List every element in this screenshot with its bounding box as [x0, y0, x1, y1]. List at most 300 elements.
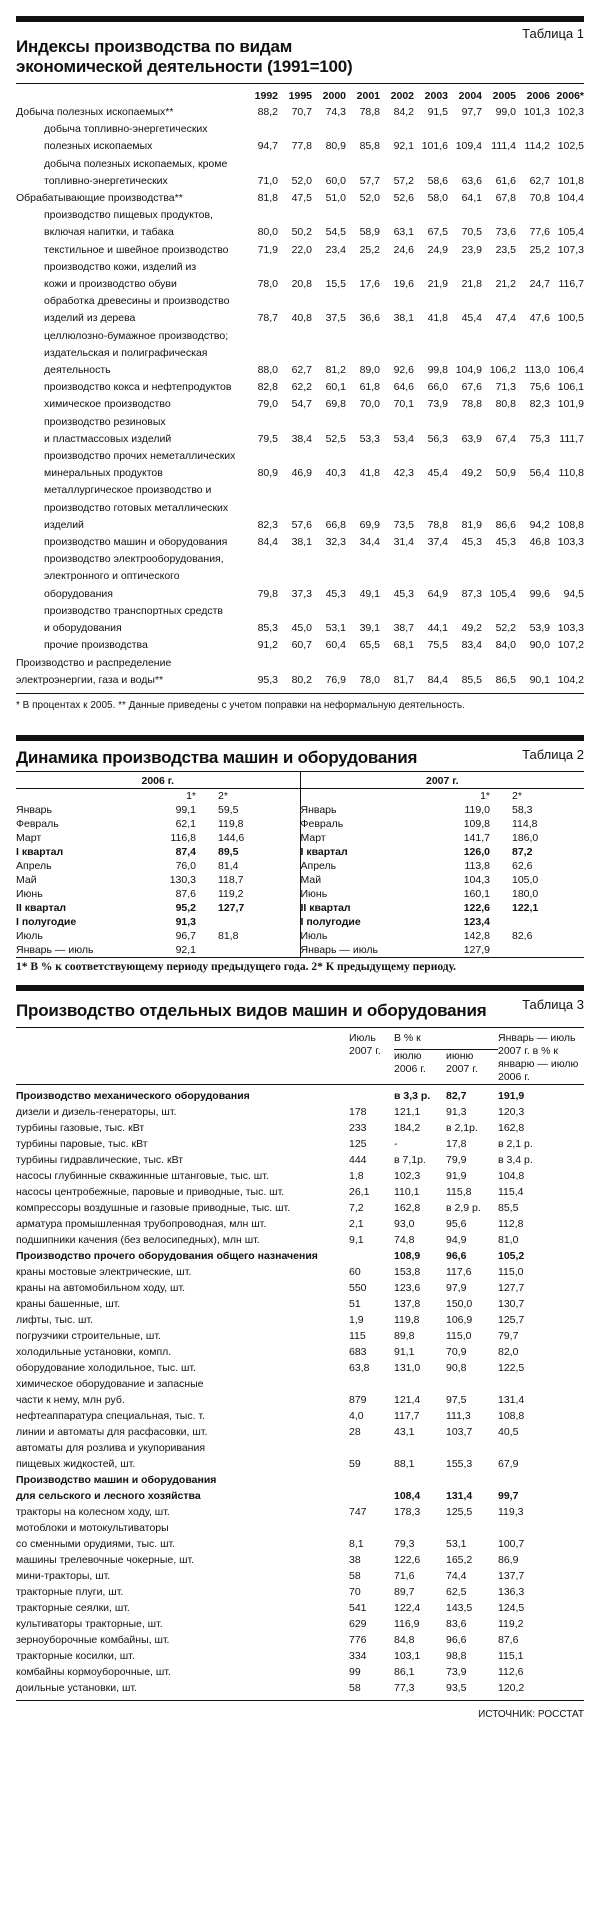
table1-cell	[346, 603, 380, 620]
table3-cell: 93,5	[446, 1681, 467, 1694]
table3-cell: 53,1	[446, 1537, 467, 1550]
table1	[16, 88, 584, 689]
table1-cell: 41,8	[359, 467, 380, 480]
table1-cell	[278, 293, 312, 310]
table2-value-2006-1: 87,6	[175, 887, 196, 900]
table2-value-2006-2: 81,4	[218, 859, 239, 872]
table1-cell: 17,6	[359, 278, 380, 291]
table3-rule	[16, 1027, 584, 1028]
table3-cell: 119,8	[394, 1313, 420, 1326]
table1-cell: 106,1	[557, 381, 584, 394]
table1-cell	[448, 121, 482, 138]
table3-label: Таблица 3	[522, 996, 584, 1012]
table1-row-label-text: Обрабатывающие производства**	[16, 192, 183, 205]
table2-period-2006: Январь	[16, 803, 52, 816]
table3-cell: 127,7	[498, 1281, 525, 1294]
table3-row-label: тракторные сеялки, шт.	[16, 1601, 130, 1614]
table1-cell: 104,4	[557, 192, 584, 205]
table3-cell: 119,3	[498, 1505, 524, 1518]
table2-row	[16, 859, 584, 873]
table1-cell: 85,3	[257, 622, 278, 635]
table1-cell: 94,7	[257, 140, 278, 153]
table1-cell: 24,9	[427, 243, 448, 256]
table1-cell	[380, 500, 414, 517]
table3-cell: 120,3	[498, 1105, 525, 1118]
table1-cell	[516, 156, 550, 173]
table3-cell: 155,3	[446, 1457, 473, 1470]
table1-cell: 83,4	[461, 639, 482, 652]
table1-cell: 37,5	[325, 312, 346, 325]
table3-cell: 73,9	[446, 1665, 467, 1678]
table3-cell: 123,6	[394, 1281, 421, 1294]
table3-cell: 93,0	[394, 1217, 415, 1230]
table1-row	[16, 414, 584, 431]
table1-cell: 75,6	[529, 381, 550, 394]
table1-top-rule	[16, 16, 584, 22]
table1-cell: 104,2	[557, 673, 584, 686]
table1-row	[16, 259, 584, 276]
table2-row	[16, 901, 584, 915]
table1-year-header: 2000	[322, 90, 346, 102]
table1-cell: 99,6	[529, 587, 550, 600]
table1-cell	[346, 448, 380, 465]
table2-value-2007-1: 123,4	[463, 915, 490, 928]
table1-row-label-text: оборудования	[44, 587, 113, 600]
table1-cell	[516, 551, 550, 568]
table1-year-header: 2001	[356, 90, 380, 102]
table1-cell	[380, 345, 414, 362]
table3-cell: 28	[349, 1425, 361, 1438]
table1-cell: 21,2	[495, 278, 516, 291]
table3-row-label: погрузчики строительные, шт.	[16, 1329, 161, 1342]
table1-cell: 68,1	[393, 639, 414, 652]
table1-cell	[414, 259, 448, 276]
table1-cell	[516, 259, 550, 276]
table3-row	[16, 1200, 584, 1216]
source-credit: ИСТОЧНИК: РОССТАТ	[478, 1708, 584, 1720]
table1-cell: 102,5	[557, 140, 584, 153]
table1-cell: 66,0	[427, 381, 448, 394]
table3-cell	[394, 1520, 446, 1536]
table3-row	[16, 1376, 584, 1392]
table1-cell: 62,2	[291, 381, 312, 394]
table2-year-2007: 2007 г.	[300, 772, 584, 789]
table1-row	[16, 138, 584, 155]
table2-value-2006-2	[206, 915, 300, 929]
table1-row-label-text: производство машин и оборудования	[44, 536, 228, 549]
table1-cell	[448, 603, 482, 620]
table1-cell	[244, 345, 278, 362]
table3-cell: 103,1	[394, 1649, 421, 1662]
table1-cell	[550, 414, 584, 431]
table1-cell: 67,6	[461, 381, 482, 394]
table1-cell	[346, 345, 380, 362]
table1-row-label-text: производство готовых металлических	[44, 501, 229, 514]
table3-cell: 120,2	[498, 1681, 525, 1694]
table1-cell	[516, 414, 550, 431]
table1-cell: 51,0	[325, 192, 346, 205]
table3-row	[16, 1248, 584, 1264]
table3-row-label: машины трелевочные чокерные, шт.	[16, 1553, 195, 1566]
table1-row-label	[16, 276, 244, 293]
table3-cell: 102,3	[394, 1169, 421, 1182]
table1-row	[16, 379, 584, 396]
table3-cell: 541	[349, 1601, 367, 1614]
table1-cell	[244, 414, 278, 431]
table3-cell	[349, 1520, 394, 1536]
table1-cell	[244, 500, 278, 517]
table1-cell: 78,8	[427, 518, 448, 531]
table1-cell	[244, 328, 278, 345]
table1-row-label-text: кожи и производство обуви	[44, 278, 177, 291]
table1-cell: 64,1	[461, 192, 482, 205]
table1-row-label-text: добыча полезных ископаемых, кроме	[44, 157, 228, 170]
table1-cell: 52,0	[359, 192, 380, 205]
table3-cell: 103,7	[446, 1425, 473, 1438]
table1-cell: 111,4	[491, 140, 516, 153]
table3-row-label: автоматы для розлива и укупоривания	[16, 1441, 206, 1454]
table3-row-label: насосы глубинные скважинные штанговые, тыс. шт.	[16, 1169, 269, 1182]
table3-cell: 95,6	[446, 1217, 467, 1230]
table3-row	[16, 1680, 584, 1696]
table3-cell: 58	[349, 1569, 361, 1582]
table3-cell: 122,6	[394, 1553, 421, 1566]
table3-cell: -	[394, 1137, 398, 1150]
table1-cell	[312, 448, 346, 465]
table1-cell: 80,9	[257, 467, 278, 480]
table1-cell: 53,1	[325, 622, 346, 635]
table1-row-label-text: включая напитки, и табака	[44, 226, 174, 239]
table3-row	[16, 1568, 584, 1584]
table3-col-ytd-line: Январь — июль	[498, 1031, 576, 1044]
table2-value-2007-2	[500, 943, 584, 957]
table1-cell	[516, 293, 550, 310]
table3-cell	[349, 1488, 394, 1504]
table1-cell	[244, 293, 278, 310]
table1-cell: 63,6	[461, 174, 482, 187]
table1-row-label-text: и оборудования	[44, 622, 122, 635]
table3-row	[16, 1424, 584, 1440]
table2-period-2007: Январь	[300, 803, 448, 817]
table2-period-2007: Июль	[300, 929, 448, 943]
table2-period-2006: Июль	[16, 929, 43, 942]
table1-cell	[380, 207, 414, 224]
table3-row-label: насосы центробежные, паровые и приводные, тыс. шт.	[16, 1185, 285, 1198]
table2-row	[16, 887, 584, 901]
table1-row-label	[16, 224, 244, 241]
table1-cell: 113,0	[524, 364, 550, 377]
table1-cell	[550, 259, 584, 276]
table3-cell	[498, 1472, 584, 1488]
table1-cell: 90,1	[529, 673, 550, 686]
table2-value-2006-2: 89,5	[218, 845, 239, 858]
table2-value-2007-2: 62,6	[512, 859, 533, 872]
table1-row-label	[16, 362, 244, 379]
table3-cell: 122,5	[498, 1361, 525, 1374]
table1-cell: 24,6	[393, 243, 414, 256]
table2-period-2006: II квартал	[16, 901, 67, 914]
table1-row-label-text: химическое производство	[44, 398, 171, 411]
table1-cell: 38,1	[291, 536, 312, 549]
table2-value-2007-1: 126,0	[463, 845, 490, 858]
table3-cell: 79,9	[446, 1153, 467, 1166]
table1-cell: 57,6	[291, 518, 312, 531]
table1-cell: 63,1	[393, 226, 414, 239]
table1-row	[16, 551, 584, 568]
table3-row-label: турбины гидравлические, тыс. кВт	[16, 1153, 184, 1166]
table1-cell	[448, 156, 482, 173]
table1-year-header: 2005	[492, 90, 516, 102]
table3-cell: 51	[349, 1297, 361, 1310]
table1-row-label	[16, 345, 244, 362]
table1-row	[16, 465, 584, 482]
table1-cell	[482, 156, 516, 173]
table1-cell	[312, 345, 346, 362]
table3-cell: 879	[349, 1393, 367, 1406]
table2-value-2006-1: 76,0	[175, 859, 196, 872]
table1-cell	[516, 328, 550, 345]
table1-row	[16, 500, 584, 517]
table1-cell: 46,8	[529, 536, 550, 549]
table1-row-label-text: топливно-энергетических	[44, 174, 168, 187]
table1-row	[16, 276, 584, 293]
table1-cell	[516, 121, 550, 138]
table1-cell: 19,6	[393, 278, 414, 291]
table1-cell	[414, 655, 448, 672]
table3-cell: 59	[349, 1457, 361, 1470]
table1-cell: 86,6	[495, 518, 516, 531]
table1-cell	[550, 655, 584, 672]
table3-row	[16, 1648, 584, 1664]
table1-cell	[448, 259, 482, 276]
table3-row	[16, 1664, 584, 1680]
table2-value-2007-1: 119,0	[464, 803, 490, 816]
table3-row-label: тракторные плуги, шт.	[16, 1585, 124, 1598]
table1-row-label-text: деятельность	[44, 364, 111, 377]
table1-cell: 75,3	[529, 432, 550, 445]
table3-row-label: оборудование холодильное, тыс. шт.	[16, 1361, 196, 1374]
table3-col-pct-a	[394, 1049, 446, 1084]
table2-period-2007: II квартал	[300, 901, 448, 915]
table3-col-july-line: Июль	[349, 1031, 376, 1044]
table1-cell	[414, 328, 448, 345]
table1-cell: 40,3	[325, 467, 346, 480]
table3-row-label: подшипники качения (без велосипедных), млн шт.	[16, 1233, 260, 1246]
table1-cell: 88,2	[257, 106, 278, 118]
table3-cell: 105,2	[498, 1249, 525, 1262]
table1-row-label-text: издательская и полиграфическая	[44, 346, 208, 359]
table3-cell: 121,4	[394, 1393, 421, 1406]
table3-cell: 115	[349, 1329, 366, 1342]
table3-cell: в 2,1 р.	[498, 1137, 533, 1150]
table3-row	[16, 1312, 584, 1328]
table3-cell: в 2,1р.	[446, 1121, 478, 1134]
table3-row	[16, 1472, 584, 1488]
table3-cell: 117,7	[394, 1409, 420, 1422]
table1-cell	[278, 482, 312, 499]
table3-row	[16, 1360, 584, 1376]
table1-row-label-text: изделий	[44, 518, 84, 531]
table3-cell	[349, 1376, 394, 1392]
table3-cell: 115,0	[498, 1265, 524, 1278]
table3-cell: 90,8	[446, 1361, 467, 1374]
table1-cell: 69,8	[325, 398, 346, 411]
table1-cell	[312, 259, 346, 276]
table1-cell	[312, 207, 346, 224]
table1-cell: 85,5	[461, 673, 482, 686]
table1-cell: 71,3	[495, 381, 516, 394]
table3-title: Производство отдельных видов машин и оборудования	[16, 1000, 487, 1020]
table1-row-label	[16, 672, 244, 689]
table1-cell: 104,9	[455, 364, 482, 377]
table1-row-label	[16, 121, 244, 138]
table3-cell: 86,1	[394, 1665, 415, 1678]
table3-cell: 747	[349, 1505, 367, 1518]
table3-cell: 125,7	[498, 1313, 525, 1326]
table1-cell: 78,7	[257, 312, 278, 325]
table3-cell: 108,4	[394, 1489, 421, 1502]
table1-cell: 73,9	[427, 398, 448, 411]
table1-cell	[516, 345, 550, 362]
table3-cell: 7,2	[349, 1201, 364, 1214]
table1-row-label	[16, 104, 244, 121]
table3-row-label: холодильные установки, компл.	[16, 1345, 172, 1358]
table1-cell: 76,9	[325, 673, 346, 686]
table3-row-label: компрессоры воздушные и газовые приводные, тыс. шт.	[16, 1201, 291, 1214]
table1-cell: 70,5	[461, 226, 482, 239]
table1-cell	[346, 568, 380, 585]
table1-cell: 101,3	[523, 106, 550, 118]
table1-cell: 52,0	[291, 174, 312, 187]
table3-row-label: со сменными орудиями, тыс. шт.	[16, 1537, 176, 1550]
table3-cell: 143,5	[446, 1601, 473, 1614]
table3-row-label: пищевых жидкостей, шт.	[16, 1457, 136, 1470]
table1-cell	[312, 328, 346, 345]
table1-cell: 40,8	[291, 312, 312, 325]
table3-cell: 71,6	[394, 1569, 415, 1582]
table3-cell: 83,6	[446, 1617, 467, 1630]
table1-cell: 114,2	[524, 140, 550, 153]
table1-year-header: 2002	[390, 90, 414, 102]
table1-cell: 45,4	[427, 467, 448, 480]
table3-row	[16, 1456, 584, 1472]
table1-cell: 37,3	[291, 587, 312, 600]
table2-col1-right: 1*	[480, 789, 490, 802]
table1-cell	[550, 156, 584, 173]
table3-cell: 17,8	[446, 1137, 467, 1150]
table3-cell: 137,8	[394, 1297, 421, 1310]
table2-value-2007-2: 122,1	[512, 901, 539, 914]
table3-col-pct-a-line: 2006 г.	[394, 1062, 426, 1075]
table3-col-ytd-line: январю — июлю	[498, 1057, 579, 1070]
table3-cell: 119,2	[498, 1617, 524, 1630]
table2-period-2006: Февраль	[16, 817, 59, 830]
table3-cell: 233	[349, 1121, 367, 1134]
table1-cell: 110,8	[558, 467, 584, 480]
table1-cell: 21,9	[427, 278, 448, 291]
table3-row-label: мотоблоки и мотокультиваторы	[16, 1521, 169, 1534]
table1-cell: 71,9	[257, 243, 278, 256]
table3-row-label: Производство прочего оборудования общего назначения	[16, 1249, 318, 1262]
table1-cell	[448, 345, 482, 362]
table1-cell	[550, 345, 584, 362]
table1-row	[16, 293, 584, 310]
table3-header-row	[16, 1032, 584, 1050]
table3-row-label: краны мостовые электрические, шт.	[16, 1265, 192, 1278]
table1-cell	[380, 293, 414, 310]
table1-cell: 95,3	[257, 673, 278, 686]
table3-cell: 629	[349, 1617, 367, 1630]
table3-cell: 137,7	[498, 1569, 525, 1582]
table1-cell	[414, 121, 448, 138]
table1-cell: 15,5	[325, 278, 346, 291]
table3-cell: 1,8	[349, 1169, 364, 1182]
table1-row-label	[16, 207, 244, 224]
table1-year-header: 2004	[458, 90, 482, 102]
table2-footnote: 1* В % к соответствующему периоду предыдущего года. 2* К предыдущему периоду.	[16, 960, 457, 973]
table1-title-line1: Индексы производства по видам	[16, 37, 293, 56]
table1-cell: 53,3	[359, 432, 380, 445]
table1-cell: 45,3	[495, 536, 516, 549]
table1-cell: 60,7	[291, 639, 312, 652]
table1-cell: 79,0	[257, 398, 278, 411]
table1-cell: 67,8	[495, 192, 516, 205]
table3-row-label: тракторы на колесном ходу, шт.	[16, 1505, 170, 1518]
table1-cell	[278, 345, 312, 362]
table1-cell: 107,3	[557, 243, 584, 256]
table3-row	[16, 1264, 584, 1280]
table1-cell	[278, 156, 312, 173]
table1-cell: 38,1	[393, 312, 414, 325]
table1-cell: 80,0	[257, 226, 278, 239]
table3-row	[16, 1632, 584, 1648]
table3-cell: 99,7	[498, 1489, 519, 1502]
table2-value-2006-2: 81,8	[218, 929, 239, 942]
table3-cell	[446, 1376, 498, 1392]
table1-cell: 99,0	[495, 106, 516, 118]
table3-row	[16, 1616, 584, 1632]
table1-cell: 54,7	[291, 398, 312, 411]
table1-cell: 67,5	[427, 226, 448, 239]
table3-cell: 108,8	[498, 1409, 525, 1422]
table1-cell: 82,8	[257, 381, 278, 394]
table1-cell	[278, 500, 312, 517]
table1-row	[16, 620, 584, 637]
table1-cell: 82,3	[529, 398, 550, 411]
table1-row-label	[16, 551, 244, 568]
table3-row-label: турбины газовые, тыс. кВт	[16, 1121, 145, 1134]
table3-row	[16, 1232, 584, 1248]
table2-value-2007-2: 58,3	[512, 803, 533, 816]
table1-row	[16, 207, 584, 224]
table3-cell: 130,7	[498, 1297, 525, 1310]
table1-row	[16, 603, 584, 620]
table1-cell: 81,8	[257, 192, 278, 205]
table3-row-label: турбины паровые, тыс. кВт	[16, 1137, 148, 1150]
table1-cell	[278, 551, 312, 568]
table1-year-header: 1992	[254, 90, 278, 102]
table1-cell: 90,0	[529, 639, 550, 652]
table2-value-2006-1: 96,7	[175, 929, 196, 942]
table3-row	[16, 1296, 584, 1312]
table1-cell: 92,6	[393, 364, 414, 377]
table2-row	[16, 803, 584, 817]
table1-cell: 49,1	[359, 587, 380, 600]
table3-cell: 98,8	[446, 1649, 467, 1662]
table1-cell	[448, 551, 482, 568]
table1-row	[16, 104, 584, 121]
table3-cell	[394, 1376, 446, 1392]
